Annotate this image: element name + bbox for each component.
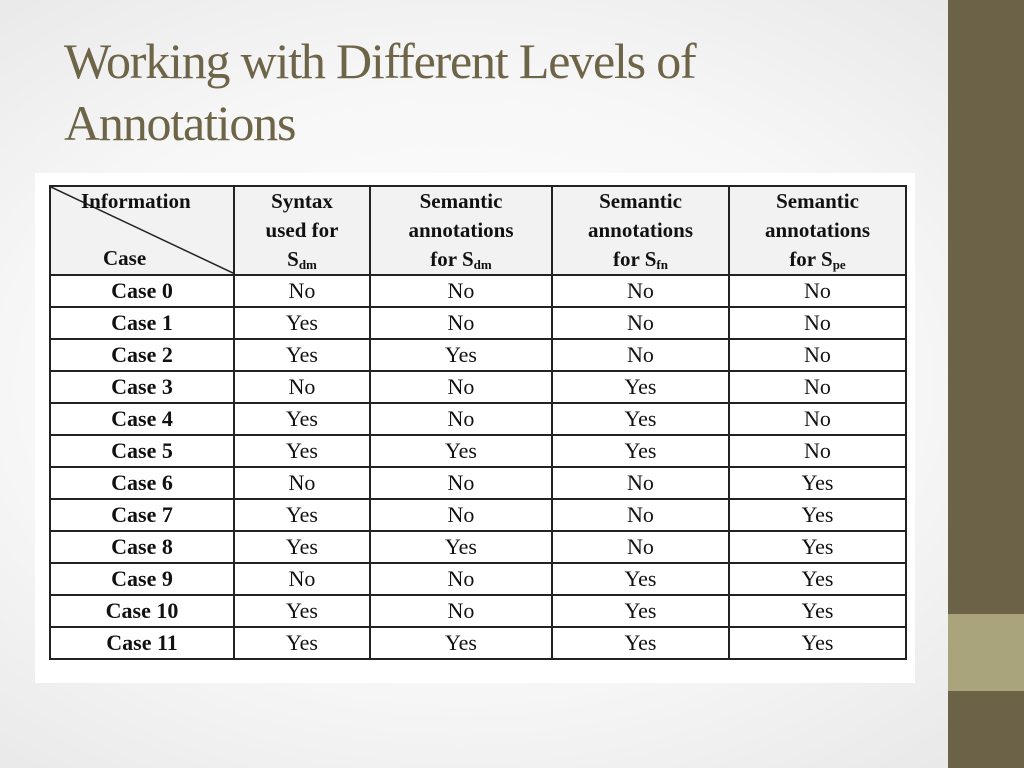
table-cell: Yes	[234, 595, 370, 627]
table-cell: No	[370, 307, 552, 339]
table-cell: No	[234, 467, 370, 499]
table-cell: No	[552, 307, 729, 339]
table-cell: No	[552, 275, 729, 307]
table-cell: No	[234, 563, 370, 595]
table-cell: Yes	[234, 403, 370, 435]
table-row	[50, 563, 906, 595]
table-cell: Yes	[234, 307, 370, 339]
table-cell: Yes	[552, 435, 729, 467]
table-cell: No	[370, 499, 552, 531]
table-header-row	[50, 186, 906, 275]
table-cell: No	[552, 531, 729, 563]
case-label: Case 1	[50, 307, 234, 339]
table-row	[50, 627, 906, 659]
table-row	[50, 371, 906, 403]
table-cell: Yes	[729, 531, 906, 563]
table-cell: No	[370, 563, 552, 595]
table-cell: Yes	[552, 627, 729, 659]
case-label: Case 0	[50, 275, 234, 307]
right-decorative-accent	[948, 614, 1024, 691]
table-cell: Yes	[234, 627, 370, 659]
slide-title-line-1: Working with Different Levels of	[64, 33, 696, 89]
case-label: Case 11	[50, 627, 234, 659]
table-row	[50, 499, 906, 531]
table-cell: Yes	[729, 563, 906, 595]
table-cell: No	[729, 435, 906, 467]
table-cell: Yes	[729, 499, 906, 531]
table-cell: Yes	[370, 435, 552, 467]
table-cell: No	[729, 371, 906, 403]
table-row	[50, 339, 906, 371]
table-cell: Yes	[370, 531, 552, 563]
table-cell: No	[234, 275, 370, 307]
table-row	[50, 435, 906, 467]
table-cell: No	[729, 339, 906, 371]
case-label: Case 7	[50, 499, 234, 531]
annotation-levels-table	[49, 185, 907, 660]
slide-title-line-2: Annotations	[64, 95, 296, 151]
table-row	[50, 307, 906, 339]
table-cell: No	[729, 403, 906, 435]
case-label: Case 10	[50, 595, 234, 627]
table-cell: Yes	[729, 627, 906, 659]
table-row	[50, 595, 906, 627]
table-cell: Yes	[370, 627, 552, 659]
table-cell: No	[370, 467, 552, 499]
header-semantic-spe: Semantic annotations for $S_{pe}$	[729, 186, 906, 275]
header-semantic-sdm: Semantic annotations for $S_{dm}$	[370, 186, 552, 275]
table-image-panel	[35, 173, 915, 683]
table-row	[50, 403, 906, 435]
table-cell: No	[729, 307, 906, 339]
case-label: Case 3	[50, 371, 234, 403]
table-row	[50, 467, 906, 499]
table-cell: Yes	[552, 595, 729, 627]
header-syntax-sdm: Syntax used for $S_{dm}$	[234, 186, 370, 275]
case-label: Case 6	[50, 467, 234, 499]
header-semantic-sfn: Semantic annotations for $S_{fn}$	[552, 186, 729, 275]
case-label: Case 9	[50, 563, 234, 595]
corner-information-label: Information	[81, 189, 191, 213]
case-label: Case 2	[50, 339, 234, 371]
table-cell: No	[552, 499, 729, 531]
table-cell: Yes	[552, 371, 729, 403]
table-corner-header	[50, 186, 234, 275]
table-cell: No	[370, 275, 552, 307]
table-cell: Yes	[729, 467, 906, 499]
table-cell: Yes	[234, 531, 370, 563]
table-cell: Yes	[370, 339, 552, 371]
table-cell: Yes	[234, 435, 370, 467]
case-label: Case 5	[50, 435, 234, 467]
table-cell: Yes	[552, 563, 729, 595]
table-cell: Yes	[234, 339, 370, 371]
slide-title	[64, 30, 924, 154]
table-cell: No	[729, 275, 906, 307]
case-label: Case 8	[50, 531, 234, 563]
table-row	[50, 275, 906, 307]
table-cell: No	[552, 467, 729, 499]
table-row	[50, 531, 906, 563]
table-cell: Yes	[729, 595, 906, 627]
table-cell: No	[552, 339, 729, 371]
corner-case-label: Case	[103, 246, 147, 270]
table-cell: No	[234, 371, 370, 403]
table-cell: Yes	[234, 499, 370, 531]
table-cell: No	[370, 371, 552, 403]
table-cell: No	[370, 403, 552, 435]
case-label: Case 4	[50, 403, 234, 435]
table-cell: Yes	[552, 403, 729, 435]
table-cell: No	[370, 595, 552, 627]
